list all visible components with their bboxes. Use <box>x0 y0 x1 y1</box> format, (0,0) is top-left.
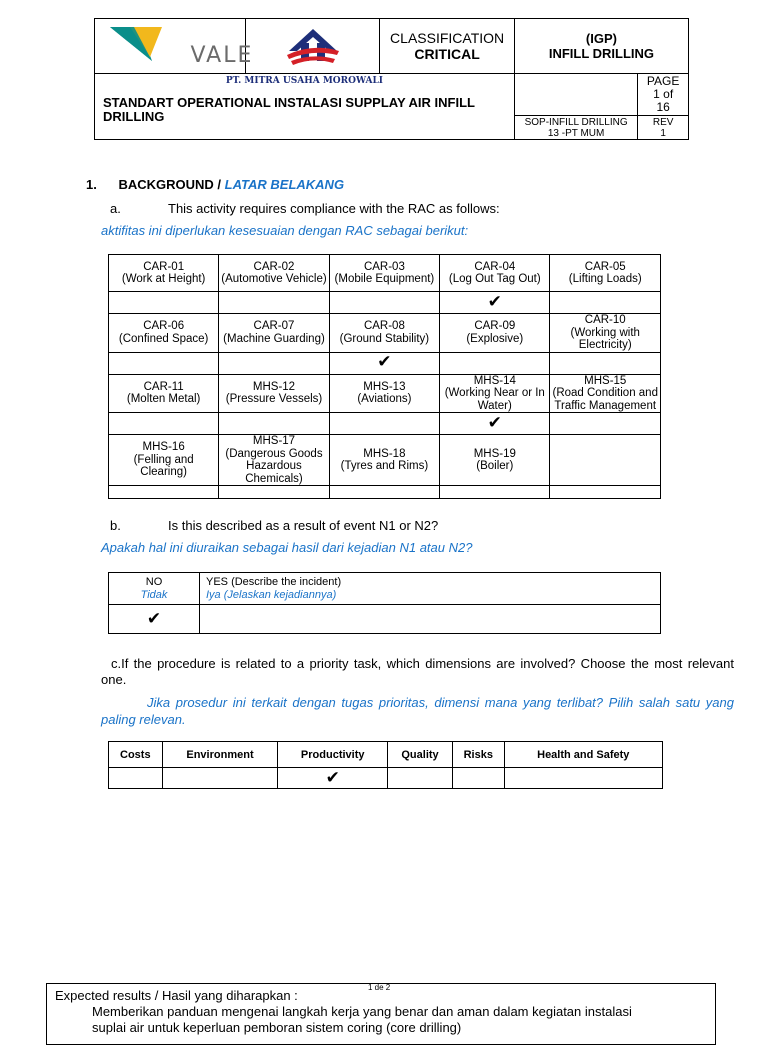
rac-code: MHS-19 <box>473 447 516 460</box>
section-number: 1. <box>86 177 97 192</box>
rac-description: (Working with Electricity) <box>570 326 640 351</box>
item-b-label: b. <box>110 518 121 533</box>
rac-description: (Molten Metal) <box>126 393 201 406</box>
rac-code: CAR-09 <box>474 320 516 333</box>
yes-label: YES (Describe the incident) <box>206 575 342 588</box>
rac-checkbox[interactable] <box>329 486 439 499</box>
rac-code: MHS-18 <box>363 447 406 460</box>
rac-code: CAR-07 <box>253 320 295 333</box>
rac-checkbox[interactable] <box>550 292 661 314</box>
document-title: STANDART OPERATIONAL INSTALASI SUPPLAY AIR INFILL DRILLING <box>103 95 475 124</box>
dimension-header: Environment <box>162 742 278 768</box>
rac-cell <box>109 435 219 486</box>
vale-logo-cell <box>95 19 254 74</box>
dimension-checkbox[interactable] <box>388 768 453 789</box>
check-mark-icon: ✔ <box>146 609 162 629</box>
yes-description-field[interactable] <box>200 605 661 634</box>
rac-description: (Log Out Tag Out) <box>448 273 541 285</box>
rev-value: 1 <box>660 127 666 139</box>
rac-cell <box>329 255 439 292</box>
dimension-header: Productivity <box>278 742 388 768</box>
dimension-header: Quality <box>388 742 453 768</box>
rac-description: (Lifting Loads) <box>568 273 642 285</box>
no-label: NO <box>145 575 163 588</box>
classification-cell <box>380 19 515 74</box>
page-indicator: 1 de 2 <box>368 983 391 992</box>
rac-description: (Boiler) <box>476 460 514 472</box>
rac-code: CAR-01 <box>143 260 185 273</box>
section-heading <box>86 177 344 192</box>
rac-description: (Confined Space) <box>118 332 209 345</box>
rac-checkbox[interactable] <box>550 486 661 499</box>
rac-cell <box>440 374 550 413</box>
dimension-checkbox[interactable] <box>453 768 505 789</box>
check-mark-icon: ✔ <box>325 768 340 788</box>
rac-cell <box>219 314 329 353</box>
check-mark-icon: ✔ <box>487 412 502 433</box>
item-a-label: a. <box>110 201 121 216</box>
page-label: PAGE <box>646 74 680 88</box>
rac-description: (Explosive) <box>466 332 524 345</box>
rac-cell <box>550 255 661 292</box>
dimension-checkbox[interactable] <box>504 768 662 789</box>
rac-cell <box>219 435 329 486</box>
no-label-id: Tidak <box>140 588 168 601</box>
rac-checkbox[interactable] <box>329 413 439 435</box>
dimension-checkbox[interactable] <box>109 768 163 789</box>
doc-code-1: SOP-INFILL DRILLING <box>524 116 628 128</box>
page-total: 16 <box>656 100 670 114</box>
igp-title: INFILL DRILLING <box>548 46 655 61</box>
doc-code-cell <box>514 116 637 140</box>
rac-description: (Pressure Vessels) <box>225 393 323 406</box>
yes-label-id: Iya (Jelaskan kejadiannya) <box>206 588 337 601</box>
item-b-question-id: Apakah hal ini diuraikan sebagai hasil dari kejadian N1 atau N2? <box>101 540 473 555</box>
item-b-question: Is this described as a result of event N1 or N2? <box>168 518 439 533</box>
rac-checkbox[interactable] <box>109 486 219 499</box>
rac-cell <box>219 374 329 413</box>
rac-checkbox[interactable] <box>329 352 439 374</box>
rac-code: CAR-03 <box>363 260 405 273</box>
expected-results-box <box>46 983 716 1045</box>
rac-cell <box>329 314 439 353</box>
rac-description: (Road Condition and Traffic Management <box>552 387 658 412</box>
blank-cell <box>514 74 637 116</box>
rac-cell <box>550 314 661 353</box>
igp-label: (IGP) <box>585 31 617 46</box>
dimension-header: Risks <box>453 742 505 768</box>
dimension-checkbox[interactable] <box>162 768 278 789</box>
rac-description: (Tyres and Rims) <box>340 460 429 472</box>
rac-checkbox[interactable] <box>550 352 661 374</box>
mum-logo-icon <box>283 21 343 69</box>
rac-cell <box>219 255 329 292</box>
expected-label: Expected results / Hasil yang diharapkan : <box>55 988 298 1003</box>
section-title-id: LATAR BELAKANG <box>224 177 345 192</box>
expected-text-1: Memberikan panduan mengenai langkah kerja yang benar dan aman dalam kegiatan instalasi <box>92 1004 632 1019</box>
rac-checkbox[interactable] <box>109 292 219 314</box>
rac-description: (Dangerous Goods Hazardous Chemicals) <box>225 447 323 485</box>
page-value: 1 of <box>653 87 674 101</box>
rac-cell <box>329 374 439 413</box>
rac-cell <box>440 314 550 353</box>
item-c-question: c.If the procedure is related to a priority task, which dimensions are involved? Choose the most relevant one. <box>101 656 734 687</box>
rac-description: (Ground Stability) <box>339 332 430 345</box>
rac-cell <box>550 435 661 486</box>
rac-checkbox[interactable] <box>440 413 550 435</box>
rac-code: MHS-17 <box>252 435 296 447</box>
rac-checkbox[interactable] <box>550 413 661 435</box>
document-header <box>94 18 689 140</box>
page-cell <box>638 74 689 116</box>
no-header <box>109 573 200 605</box>
rac-checkbox[interactable] <box>329 292 439 314</box>
rev-label: REV <box>652 116 674 128</box>
rac-code: MHS-13 <box>363 380 406 393</box>
item-c-question-id: Jika prosedur ini terkait dengan tugas prioritas, dimensi mana yang terlibat? Pilih salah satu yang paling relevan. <box>101 695 734 727</box>
item-a <box>110 201 500 216</box>
rac-description: (Mobile Equipment) <box>334 273 435 285</box>
rac-cell <box>440 255 550 292</box>
rac-checkbox[interactable] <box>440 292 550 314</box>
rac-table <box>108 254 661 499</box>
item-a-text-id: aktifitas ini diperlukan kesesuaian dengan RAC sebagai berikut: <box>101 223 469 238</box>
check-mark-icon: ✔ <box>377 352 392 373</box>
dimensions-table <box>108 741 663 789</box>
rac-code: MHS-14 <box>473 374 516 387</box>
rac-code: CAR-08 <box>363 320 405 333</box>
rev-cell <box>638 116 689 140</box>
yes-header <box>200 573 661 605</box>
item-b <box>110 518 439 533</box>
dimension-header: Costs <box>109 742 163 768</box>
rac-checkbox[interactable] <box>219 486 329 499</box>
rac-code: CAR-11 <box>143 380 184 393</box>
rac-code: CAR-02 <box>253 260 295 273</box>
classification-label: CLASSIFICATION <box>390 30 505 46</box>
igp-cell <box>514 19 688 74</box>
rac-cell <box>329 435 439 486</box>
rac-code: CAR-05 <box>584 260 626 273</box>
rac-cell <box>109 314 219 353</box>
rac-cell <box>440 435 550 486</box>
rac-code: CAR-06 <box>143 320 185 333</box>
rac-cell <box>550 374 661 413</box>
section-title: BACKGROUND / <box>118 177 222 192</box>
rac-checkbox[interactable] <box>440 486 550 499</box>
rac-description: (Machine Guarding) <box>223 332 325 345</box>
rac-code: MHS-15 <box>584 374 627 387</box>
classification-value: CRITICAL <box>414 46 480 62</box>
rac-cell <box>109 374 219 413</box>
rac-checkbox[interactable] <box>219 292 329 314</box>
dimension-checkbox[interactable] <box>278 768 388 789</box>
item-a-text: This activity requires compliance with the RAC as follows: <box>168 201 500 216</box>
rac-description: (Automotive Vehicle) <box>221 273 327 285</box>
rac-checkbox[interactable] <box>109 352 219 374</box>
rac-checkbox[interactable] <box>219 352 329 374</box>
partner-name: PT. MITRA USAHA MOROWALI <box>225 76 384 86</box>
expected-text-2: suplai air untuk keperluan pemboran sistem coring (core drilling) <box>92 1020 462 1035</box>
n1n2-table <box>108 572 661 634</box>
rac-checkbox[interactable] <box>219 413 329 435</box>
title-cell <box>95 74 515 140</box>
rac-description: (Working Near or In Water) <box>444 387 545 412</box>
dimension-header: Health and Safety <box>504 742 662 768</box>
vale-logo-text: VALE <box>190 42 254 68</box>
rac-code: MHS-16 <box>142 441 185 454</box>
doc-code-2: 13 -PT MUM <box>547 127 605 139</box>
no-checkbox[interactable] <box>109 605 200 634</box>
rac-checkbox[interactable] <box>440 352 550 374</box>
mum-logo-cell <box>245 19 380 74</box>
rac-cell <box>109 255 219 292</box>
rac-description: (Felling and Clearing) <box>133 453 194 479</box>
check-mark-icon: ✔ <box>487 291 502 312</box>
rac-description: (Aviations) <box>357 393 412 406</box>
rac-checkbox[interactable] <box>109 413 219 435</box>
rac-description: (Work at Height) <box>121 273 206 285</box>
rac-code: CAR-10 <box>584 314 626 326</box>
rac-code: MHS-12 <box>252 380 296 393</box>
rac-code: CAR-04 <box>474 260 516 273</box>
